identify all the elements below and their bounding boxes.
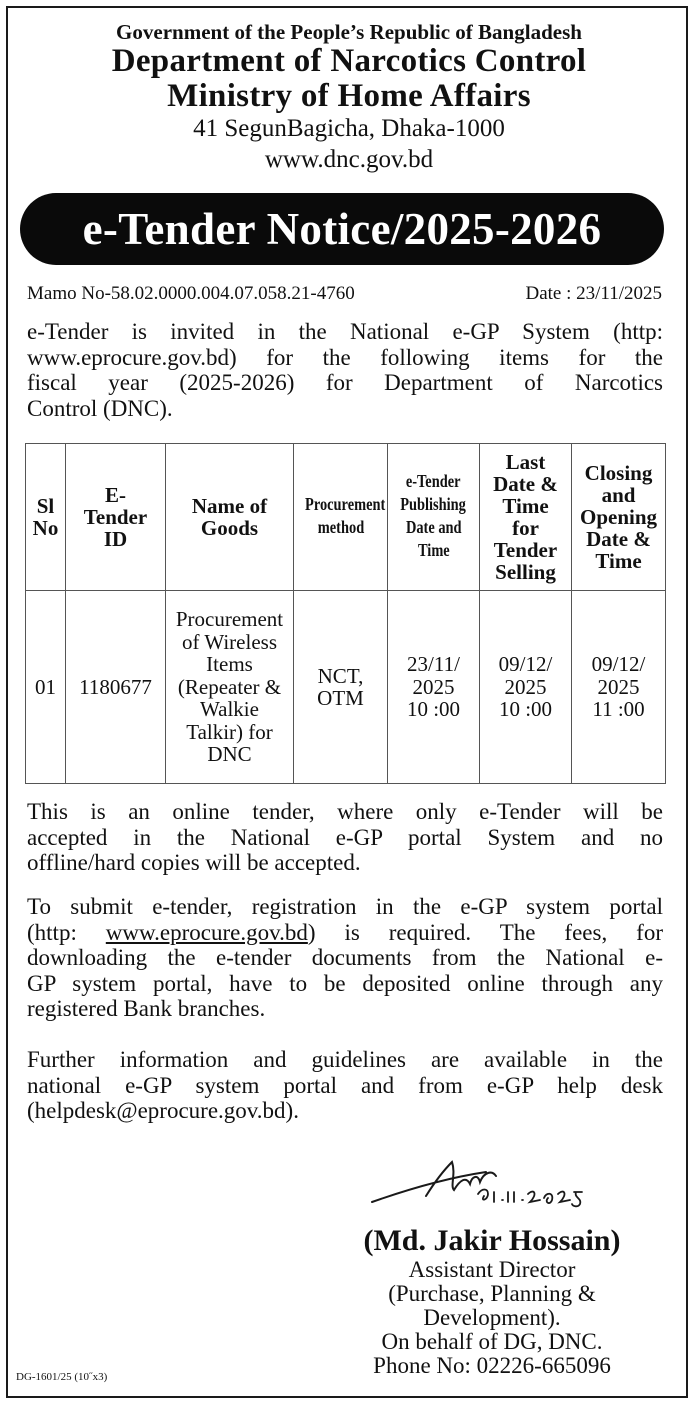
website: www.dnc.gov.bd — [264, 146, 434, 173]
body-text: (http: — [27, 919, 106, 945]
cell-tender-id: 1180677 — [66, 591, 166, 784]
cell-text: 11 :00 — [592, 697, 645, 722]
header-text: and — [601, 483, 636, 507]
cell-text: 2025 — [504, 674, 547, 699]
col-header-sl — [26, 444, 66, 591]
cell-text: 2025 — [412, 674, 455, 699]
eprocure-link[interactable]: www.eprocure.gov.bd — [105, 919, 308, 945]
cell-text: Walkie — [200, 697, 259, 722]
memo-number: Mamo No-58.02.0000.004.07.058.21-4760 — [27, 283, 355, 304]
publication-code: DG-1601/25 (10˝x3) — [16, 1371, 108, 1383]
cell-text: NCT, — [317, 663, 364, 688]
cell-text: 09/12/ — [498, 652, 553, 677]
body-line: offline/hard copies will be accepted. — [27, 850, 361, 875]
intro-line: Control (DNC). — [27, 395, 173, 421]
cell-text: 2025 — [597, 674, 640, 699]
signatory-name: (Md. Jakir Hossain) — [363, 1224, 621, 1257]
header-text: Closing — [584, 461, 653, 485]
body-line: GP system portal, have to be deposited online through any — [27, 970, 663, 996]
cell-text: Procurement — [175, 607, 284, 632]
col-header-closing — [572, 444, 666, 591]
header-text: Opening — [579, 505, 658, 529]
cell-sl: 01 — [26, 591, 66, 784]
header-text: E- — [105, 483, 126, 507]
notice-title-banner: e-Tender Notice/2025-2026 — [20, 193, 664, 265]
body-line: accepted in the National e-GP portal System and no — [27, 824, 663, 850]
tender-table — [25, 443, 666, 784]
body-line: national e-GP system portal and from e-GP help desk — [27, 1072, 663, 1098]
header-text: method — [317, 517, 364, 537]
online-tender-paragraph — [27, 799, 663, 876]
memo-date: Date : 23/11/2025 — [525, 283, 662, 304]
header-text: ID — [103, 527, 128, 551]
signatory-line: (Purchase, Planning & — [388, 1281, 596, 1306]
cell-selling — [480, 591, 572, 784]
header-text: for — [512, 516, 539, 540]
cell-text: DNC — [207, 742, 252, 767]
header-text: Time — [417, 540, 450, 560]
col-header-goods — [166, 444, 294, 591]
header-text: Time — [502, 494, 549, 518]
header-text: Goods — [200, 516, 259, 540]
header-text: Sl — [36, 494, 55, 518]
header-text: Tender — [493, 538, 558, 562]
signatory-line: On behalf of DG, DNC. — [381, 1329, 603, 1354]
intro-paragraph — [27, 319, 663, 421]
cell-text: Items — [206, 652, 253, 677]
address: 41 SegunBagicha, Dhaka-1000 — [193, 115, 505, 142]
signatory-line: Assistant Director — [408, 1257, 576, 1282]
header-text: Name of — [191, 494, 268, 518]
cell-text: Talkir) for — [186, 719, 273, 744]
table-row — [26, 591, 666, 784]
body-line — [27, 920, 663, 946]
registration-paragraph — [27, 894, 663, 1022]
signatory-line: Development). — [423, 1305, 561, 1330]
header-text: Date & — [586, 527, 651, 551]
header-text: Selling — [495, 560, 556, 584]
body-line: (helpdesk@eprocure.gov.bd). — [27, 1098, 299, 1123]
intro-line: e-Tender is invited in the National e-GP System (http: — [27, 319, 663, 344]
col-header-tender-id — [66, 444, 166, 591]
header-text: Date and — [405, 517, 462, 537]
cell-goods — [166, 591, 294, 784]
header-text: Publishing — [400, 494, 467, 514]
helpdesk-paragraph — [27, 1047, 663, 1124]
cell-text: 10 :00 — [406, 697, 461, 722]
cell-text: 09/12/ — [591, 652, 646, 677]
handwritten-signature — [366, 1150, 596, 1210]
header-text: Procurement — [305, 494, 386, 514]
cell-text: OTM — [317, 686, 364, 710]
signatory-phone: Phone No: 02226-665096 — [373, 1353, 611, 1378]
body-line: This is an online tender, where only e-Tender will be — [27, 799, 663, 824]
ministry-name: Ministry of Home Affairs — [167, 78, 531, 114]
body-line: To submit e-tender, registration in the e-GP system portal — [27, 894, 663, 919]
department-name: Department of Narcotics Control — [111, 43, 587, 79]
body-line: registered Bank branches. — [27, 996, 266, 1021]
cell-text: 10 :00 — [498, 697, 553, 722]
header-text: e-Tender — [406, 471, 461, 491]
col-header-selling — [480, 444, 572, 591]
header-text: Last — [505, 450, 546, 474]
col-header-publishing — [388, 444, 480, 591]
header-text: Tender — [83, 505, 148, 529]
body-line: downloading the e-tender documents from the National e- — [27, 945, 663, 970]
intro-line: www.eprocure.gov.bd) for the following items for the — [27, 344, 663, 370]
header-text: Date & — [493, 472, 558, 496]
intro-line: fiscal year (2025-2026) for Department of Narcotics — [27, 370, 663, 395]
cell-text: (Repeater & — [177, 674, 282, 699]
government-name: Government of the People’s Republic of Bangladesh — [116, 20, 582, 44]
table-header-row — [26, 444, 666, 591]
cell-text: 23/11/ — [407, 652, 460, 677]
cell-publishing — [388, 591, 480, 784]
col-header-method — [294, 444, 388, 591]
body-text: ) is required. The fees, for — [307, 919, 663, 945]
header-text: Time — [595, 549, 642, 573]
cell-closing — [572, 591, 666, 784]
cell-method — [294, 591, 388, 784]
header-text: No — [32, 516, 59, 540]
cell-text: of Wireless — [182, 629, 277, 654]
body-line: Further information and guidelines are available in the — [27, 1047, 663, 1072]
